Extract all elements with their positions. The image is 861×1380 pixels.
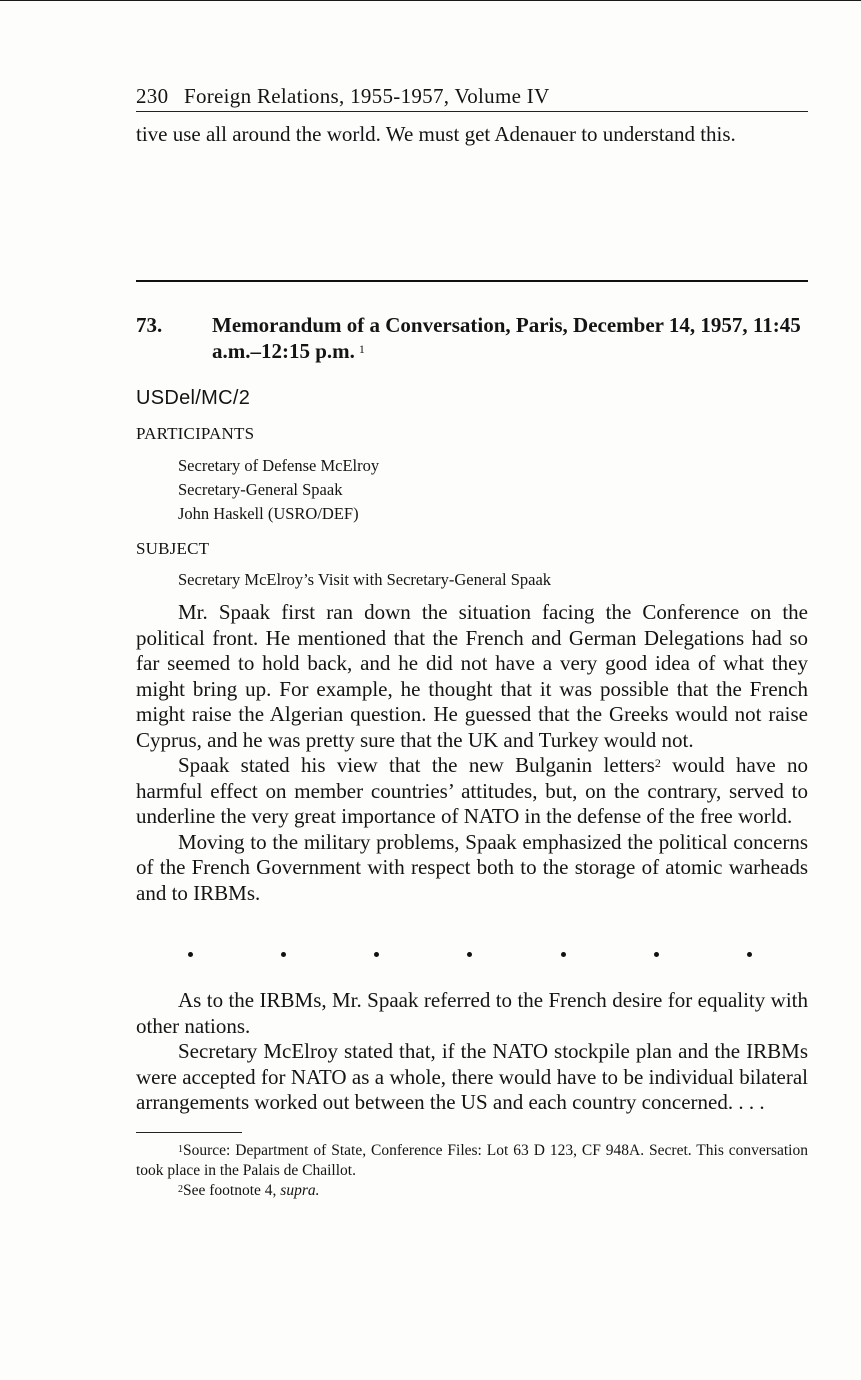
page-top bbox=[136, 82, 808, 147]
body-paragraphs bbox=[136, 600, 808, 906]
footnote-rule bbox=[136, 1132, 242, 1133]
ellipsis-dot bbox=[654, 952, 659, 957]
subject-label: SUBJECT bbox=[136, 539, 210, 558]
footnote-2 bbox=[136, 1181, 808, 1201]
footnote-mark: 2 bbox=[178, 1183, 183, 1195]
paragraph bbox=[136, 753, 808, 830]
paragraph: Moving to the military problems, Spaak emphasized the political concerns of the French Government with respect both to the storage of atomic warheads and to IRBMs. bbox=[136, 829, 808, 905]
paragraph: Secretary McElroy stated that, if the NATO stockpile plan and the IRBMs were accepted for NATO as a whole, there would have to be individual bilateral arrangements worked out between the US and each country concerned. . . . bbox=[136, 1039, 808, 1114]
footnote-ref-1[interactable]: 1 bbox=[358, 342, 365, 356]
document-heading bbox=[136, 312, 808, 364]
participant: Secretary-General Spaak bbox=[178, 480, 343, 499]
footnote-text: Source: Department of State, Conference Files: Lot 63 D 123, CF 948A. Secret. This conversation took place in the Palais de Chaillot. bbox=[136, 1141, 808, 1179]
carryover-paragraph: tive use all around the world. We must get Adenauer to understand this. bbox=[136, 122, 736, 146]
ellipsis-dot bbox=[281, 952, 286, 957]
document-id: USDel/MC/2 bbox=[136, 387, 251, 409]
participants-label: PARTICIPANTS bbox=[136, 424, 255, 443]
document-title: Memorandum of a Conversation, Paris, December 14, 1957, 11:45 a.m.–12:15 p.m. bbox=[212, 313, 801, 363]
running-title: Foreign Relations, 1955-1957, Volume IV bbox=[183, 84, 550, 108]
running-head bbox=[136, 82, 808, 112]
omission-ellipsis bbox=[188, 934, 752, 974]
paragraph: Mr. Spaak first ran down the situation facing the Conference on the political front. He mentioned that the French and German Delegations had so far seemed to hold back, and he did not have a very good idea of what they might bring up. For example, he thought that it was possible that the French might raise the Algerian question. He guessed that the Greeks would not raise Cyprus, and he was pretty sure that the UK and Turkey would not. bbox=[136, 600, 808, 752]
footnote-italic: supra. bbox=[280, 1181, 320, 1199]
document-number: 73. bbox=[136, 313, 163, 337]
footnote-mark: 1 bbox=[178, 1143, 183, 1155]
subject-text: Secretary McElroy’s Visit with Secretary-General Spaak bbox=[178, 570, 552, 589]
ellipsis-dot bbox=[467, 952, 472, 957]
footnotes bbox=[136, 1141, 808, 1201]
participants-list bbox=[178, 454, 808, 526]
ellipsis-dot bbox=[747, 952, 752, 957]
ellipsis-dot bbox=[374, 952, 379, 957]
footnote-text: See footnote 4, bbox=[183, 1181, 281, 1199]
participant: Secretary of Defense McElroy bbox=[178, 456, 380, 475]
page-number: 230 bbox=[136, 84, 169, 108]
paragraph-text: Spaak stated his view that the new Bulganin letters bbox=[178, 753, 655, 777]
ellipsis-dot bbox=[188, 952, 193, 957]
paragraph: As to the IRBMs, Mr. Spaak referred to the French desire for equality with other nations. bbox=[136, 988, 808, 1038]
ellipsis-dot bbox=[561, 952, 566, 957]
participant: John Haskell (USRO/DEF) bbox=[178, 504, 359, 523]
section-divider bbox=[136, 280, 808, 282]
footnote-ref-2[interactable]: 2 bbox=[654, 756, 661, 770]
footnote-1 bbox=[136, 1141, 808, 1181]
paragraph-text: would have no harmful effect on member countries’ attitudes, but, on the contrary, served to underline the very great importance of NATO in the defense of the free world. bbox=[136, 753, 808, 828]
top-edge-line bbox=[0, 0, 861, 1]
document-body bbox=[136, 385, 808, 1201]
